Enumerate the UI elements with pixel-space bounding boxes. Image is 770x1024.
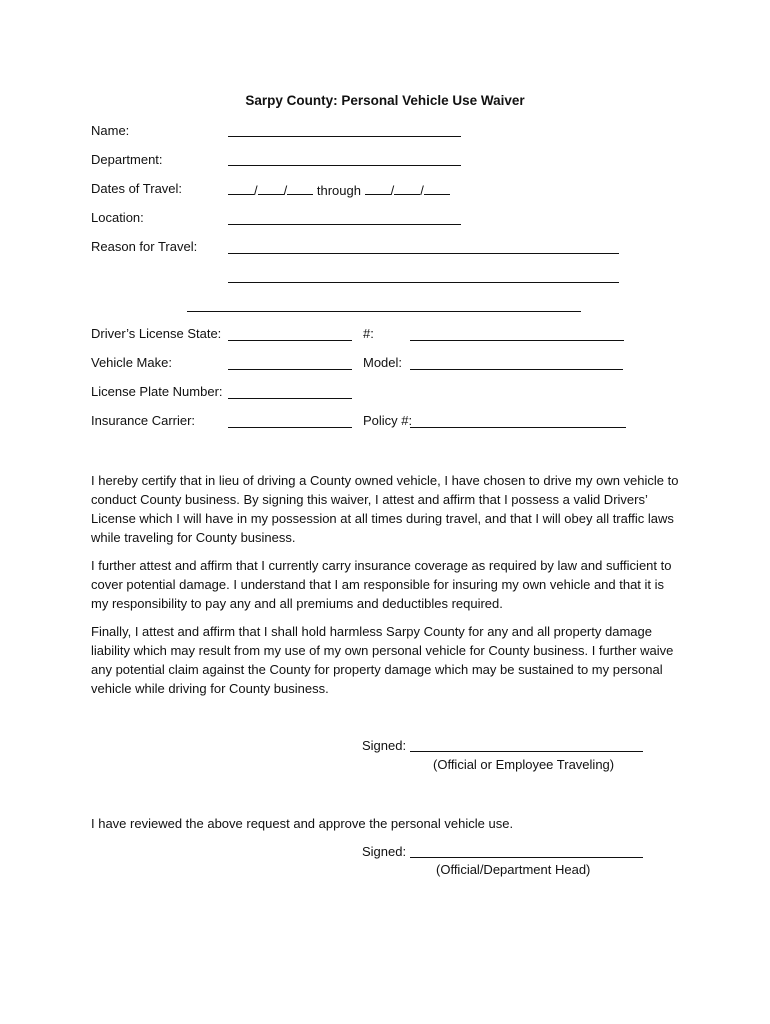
insurance-carrier-field[interactable] <box>228 427 352 428</box>
vehicle-make-field[interactable] <box>228 369 352 370</box>
location-field[interactable] <box>228 224 461 225</box>
drivers-license-state-field[interactable] <box>228 340 352 341</box>
reason-for-travel-label: Reason for Travel: <box>91 239 198 254</box>
insurance-paragraph: I further attest and affirm that I currently carry insurance coverage as required by law and sufficient to cover potential damage. I understand that I am responsible for insuring my own vehicle and that it is my responsibility to pay any and all premiums and deductibles required. <box>91 558 672 611</box>
employee-signed-label: Signed: <box>362 738 407 753</box>
start-day-field[interactable] <box>258 181 284 195</box>
approval-statement: I have reviewed the above request and approve the personal vehicle use. <box>91 816 514 831</box>
department-label: Department: <box>91 152 163 167</box>
policy-number-label: Policy #: <box>363 413 413 428</box>
reason-for-travel-line-3[interactable] <box>187 311 581 312</box>
end-month-field[interactable] <box>365 181 391 195</box>
through-text: through <box>316 183 361 198</box>
location-label: Location: <box>91 210 144 225</box>
head-signed-label: Signed: <box>362 844 407 859</box>
model-label: Model: <box>363 355 403 370</box>
date-separator: / <box>390 183 395 198</box>
liability-paragraph: Finally, I attest and affirm that I shall hold harmless Sarpy County for any and all property damage liability which may result from my use of my own personal vehicle for County business. I further waive any potential claim against the County for property damage which may be sustained to my personal vehicle while driving for County business. <box>91 624 674 696</box>
employee-signature-field[interactable] <box>410 751 643 752</box>
start-year-field[interactable] <box>287 181 313 195</box>
license-plate-number-label: License Plate Number: <box>91 384 223 399</box>
model-field[interactable] <box>410 369 623 370</box>
license-number-label: #: <box>363 326 374 341</box>
insurance-carrier-label: Insurance Carrier: <box>91 413 196 428</box>
end-year-field[interactable] <box>424 181 450 195</box>
end-day-field[interactable] <box>394 181 420 195</box>
drivers-license-state-label: Driver’s License State: <box>91 326 222 341</box>
reason-for-travel-line-2[interactable] <box>228 282 619 283</box>
reason-for-travel-line-1[interactable] <box>228 253 619 254</box>
start-month-field[interactable] <box>228 181 254 195</box>
document-title: Sarpy County: Personal Vehicle Use Waiver <box>245 93 525 108</box>
head-signature-caption: (Official/Department Head) <box>436 862 591 877</box>
date-separator: / <box>420 183 424 198</box>
certification-paragraph: I hereby certify that in lieu of driving a County owned vehicle, I have chosen to drive my own vehicle to conduct County business. By signing this waiver, I attest and affirm that I possess a valid Drivers’ License which I will have in my possession at all times during travel, and that I will obey all traffic laws while traveling for County business. <box>91 473 679 545</box>
name-label: Name: <box>91 123 130 138</box>
date-separator: / <box>254 183 258 198</box>
policy-number-field[interactable] <box>410 427 626 428</box>
dates-of-travel-field <box>228 181 450 198</box>
employee-signature-caption: (Official or Employee Traveling) <box>433 757 615 772</box>
date-separator: / <box>283 183 288 198</box>
head-signature-field[interactable] <box>410 857 643 858</box>
license-plate-number-field[interactable] <box>228 398 352 399</box>
license-number-field[interactable] <box>410 340 624 341</box>
name-field[interactable] <box>228 136 461 137</box>
dates-of-travel-label: Dates of Travel: <box>91 181 183 196</box>
vehicle-make-label: Vehicle Make: <box>91 355 172 370</box>
department-field[interactable] <box>228 165 461 166</box>
